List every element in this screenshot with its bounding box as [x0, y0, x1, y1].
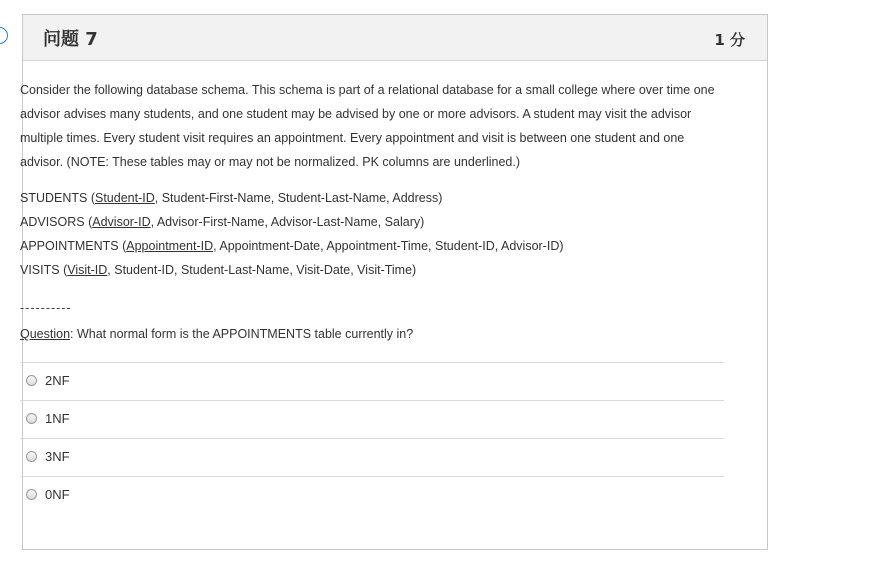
answer-options [20, 362, 724, 514]
answer-option[interactable] [20, 438, 724, 476]
option-label: 2NF [45, 373, 70, 388]
schema-students [20, 186, 724, 210]
separator: ---------- [20, 301, 72, 315]
answer-option[interactable] [20, 362, 724, 400]
question-prompt [20, 322, 724, 346]
schema-pk: Student-ID [95, 191, 155, 205]
schema-appointments [20, 234, 724, 258]
schema-pk: Appointment-ID [126, 239, 214, 253]
answer-option[interactable] [20, 476, 724, 514]
question-nav-marker[interactable] [0, 27, 8, 44]
schema-table-name: ADVISORS ( [20, 215, 93, 229]
question-text: : What normal form is the APPOINTMENTS table currently in? [70, 327, 414, 341]
radio-button[interactable] [26, 489, 37, 500]
schema-table-name: STUDENTS ( [20, 191, 95, 205]
question-header [23, 15, 767, 61]
radio-button[interactable] [26, 413, 37, 424]
question-label: Question [20, 327, 71, 341]
question-body [20, 78, 724, 346]
radio-button[interactable] [26, 375, 37, 386]
schema-visits [20, 258, 724, 282]
question-title: 问题 7 [43, 29, 98, 50]
schema-columns: , Advisor-First-Name, Advisor-Last-Name, Salary) [150, 215, 425, 229]
schema-advisors [20, 210, 724, 234]
option-label: 0NF [45, 487, 70, 502]
option-label: 1NF [45, 411, 70, 426]
schema-table-name: VISITS ( [20, 263, 68, 277]
option-label: 3NF [45, 449, 70, 464]
schema-pk: Visit-ID [67, 263, 108, 277]
schema-columns: , Appointment-Date, Appointment-Time, Student-ID, Advisor-ID) [213, 239, 564, 253]
radio-button[interactable] [26, 451, 37, 462]
schema-list [20, 186, 724, 282]
schema-table-name: APPOINTMENTS ( [20, 239, 127, 253]
answer-option[interactable] [20, 400, 724, 438]
schema-columns: , Student-First-Name, Student-Last-Name, Address) [154, 191, 443, 205]
question-description: Consider the following database schema. This schema is part of a relational database for a small college where over time one advisor advises many students, and one student may be advised by one or more advisors. A student may visit the advisor multiple times. Every student visit requires an appointment. Every appointment and visit is between one student and one advisor. (NOTE: These tables may or may not be normalized. PK columns are underlined.) [20, 83, 715, 169]
question-points: 1 分 [714, 31, 745, 49]
schema-columns: , Student-ID, Student-Last-Name, Visit-Date, Visit-Time) [107, 263, 417, 277]
schema-pk: Advisor-ID [92, 215, 151, 229]
